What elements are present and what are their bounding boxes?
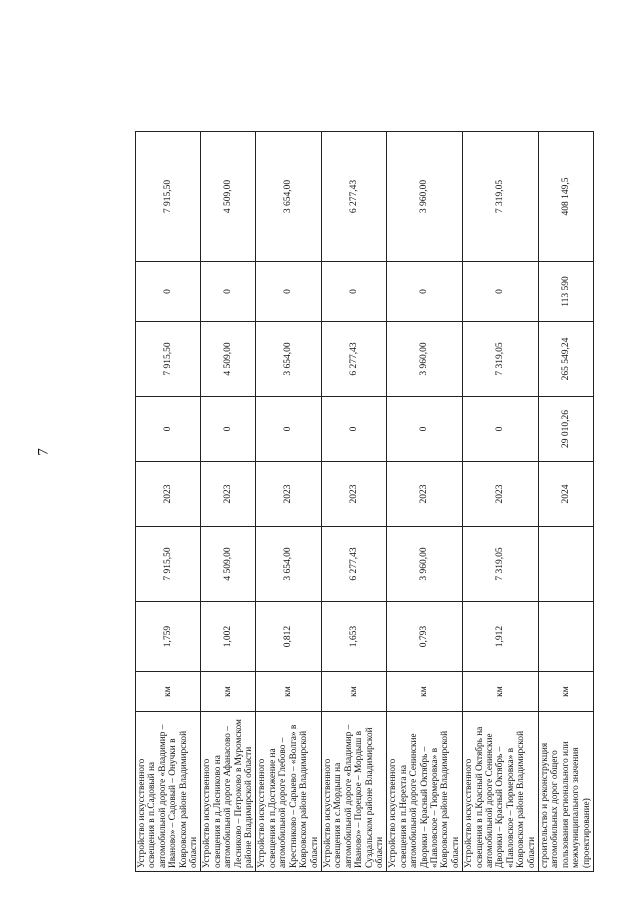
cell-cost bbox=[539, 527, 594, 602]
cell-unit: км bbox=[463, 672, 539, 712]
table-row bbox=[321, 132, 386, 872]
cell-loc: 0 bbox=[201, 262, 256, 322]
cell-reg: 4 509,00 bbox=[201, 322, 256, 397]
cell-length: 1,759 bbox=[136, 602, 201, 672]
cell-length: 0,793 bbox=[387, 602, 463, 672]
cell-unit: км bbox=[256, 672, 321, 712]
cell-unit: км bbox=[387, 672, 463, 712]
cell-cost: 4 509,00 bbox=[201, 527, 256, 602]
page-number: 7 bbox=[35, 448, 52, 456]
cell-reg: 265 549,24 bbox=[539, 322, 594, 397]
cell-cost: 7 319,05 bbox=[463, 527, 539, 602]
cell-fed: 0 bbox=[463, 397, 539, 462]
cell-name: Устройство искусственного освещения в с.Мордыш на автомобильной дороге «Владимир – Иваново» – Порецкое – Мордыш в Суздальском районе Владимирской области bbox=[321, 712, 386, 872]
cell-year: 2023 bbox=[136, 462, 201, 527]
table-row bbox=[463, 132, 539, 872]
cell-loc: 0 bbox=[463, 262, 539, 322]
cell-fed: 0 bbox=[321, 397, 386, 462]
cell-name: строительство и реконструкция автомобильных дорог общего пользования регионального или межмуниципального значения (проектирование) bbox=[539, 712, 594, 872]
table-row bbox=[201, 132, 256, 872]
cell-total: 4 509,00 bbox=[201, 132, 256, 262]
cell-year: 2023 bbox=[387, 462, 463, 527]
table-row bbox=[256, 132, 321, 872]
cell-total: 7 915,50 bbox=[136, 132, 201, 262]
cell-length: 0,812 bbox=[256, 602, 321, 672]
cell-total: 408 149,5 bbox=[539, 132, 594, 262]
cell-length bbox=[539, 602, 594, 672]
cell-reg: 3 960,00 bbox=[387, 322, 463, 397]
table-row bbox=[387, 132, 463, 872]
cell-reg: 7 915,50 bbox=[136, 322, 201, 397]
cell-reg: 6 277,43 bbox=[321, 322, 386, 397]
cell-fed: 0 bbox=[136, 397, 201, 462]
cell-name: Устройство искусственного освещения в п.Садовый на автомобильной дороге «Владимир – Иваново» – Садовый – Онучки в Ковровском районе Владимирской области bbox=[136, 712, 201, 872]
cell-cost: 3 654,00 bbox=[256, 527, 321, 602]
table-container bbox=[135, 132, 592, 872]
cell-unit: км bbox=[201, 672, 256, 712]
cell-length: 1,002 bbox=[201, 602, 256, 672]
table-body bbox=[136, 132, 594, 872]
cell-name: Устройство искусственного освещения в п.Достижение на автомобильной дороге Глебово – Крестниково – Сарыево – «Волга» в Ковровском районе Владимирской области bbox=[256, 712, 321, 872]
cell-year: 2023 bbox=[463, 462, 539, 527]
cell-cost: 3 960,00 bbox=[387, 527, 463, 602]
data-table bbox=[135, 131, 594, 872]
cell-fed: 0 bbox=[256, 397, 321, 462]
cell-reg: 3 654,00 bbox=[256, 322, 321, 397]
cell-total: 3 654,00 bbox=[256, 132, 321, 262]
cell-loc: 0 bbox=[256, 262, 321, 322]
cell-year: 2023 bbox=[256, 462, 321, 527]
cell-year: 2023 bbox=[321, 462, 386, 527]
cell-total: 3 960,00 bbox=[387, 132, 463, 262]
table-row bbox=[539, 132, 594, 872]
cell-year: 2024 bbox=[539, 462, 594, 527]
cell-unit: км bbox=[539, 672, 594, 712]
cell-loc: 0 bbox=[136, 262, 201, 322]
cell-unit: км bbox=[321, 672, 386, 712]
cell-unit: км bbox=[136, 672, 201, 712]
cell-loc: 0 bbox=[387, 262, 463, 322]
cell-year: 2023 bbox=[201, 462, 256, 527]
table-row bbox=[136, 132, 201, 872]
cell-length: 1,653 bbox=[321, 602, 386, 672]
cell-fed: 0 bbox=[387, 397, 463, 462]
cell-fed: 0 bbox=[201, 397, 256, 462]
cell-total: 6 277,43 bbox=[321, 132, 386, 262]
cell-loc: 113 590 bbox=[539, 262, 594, 322]
cell-total: 7 319,05 bbox=[463, 132, 539, 262]
cell-reg: 7 319,05 bbox=[463, 322, 539, 397]
cell-name: Устройство искусственного освещения в д.Лесниково на автомобильной дороге Афанасово – Лесниково – Петроково в Муромском районе Владимирской области bbox=[201, 712, 256, 872]
cell-name: Устройство искусственного освещения в п.Красный Октябрь на автомобильной дороге Сенинские Дворики – Красный Октябрь – «Павловское – Тюрмеровка» в Ковровском районе Владимирской области bbox=[463, 712, 539, 872]
cell-name: Устройство искусственного освещения в п.Нерехта на автомобильной дороге Сенинские Дворики – Красный Октябрь – «Павловское – Тюрмеровка» в Ковровском районе Владимирской области bbox=[387, 712, 463, 872]
cell-fed: 29 010,26 bbox=[539, 397, 594, 462]
cell-loc: 0 bbox=[321, 262, 386, 322]
cell-cost: 6 277,43 bbox=[321, 527, 386, 602]
cell-cost: 7 915,50 bbox=[136, 527, 201, 602]
cell-length: 1,912 bbox=[463, 602, 539, 672]
